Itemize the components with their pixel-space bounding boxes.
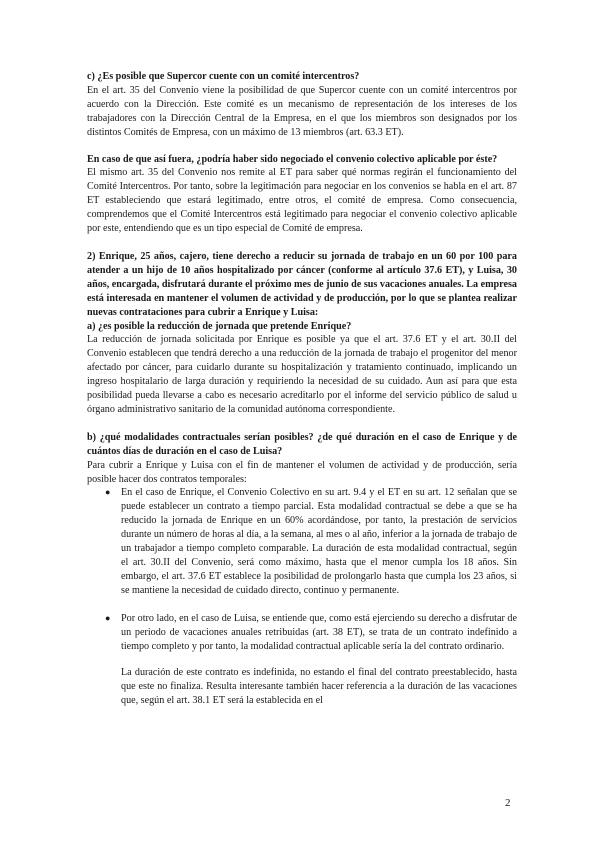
list-item	[87, 612, 517, 654]
question-c2-answer: El mismo art. 35 del Convenio nos remite al ET para saber qué normas regirán el funcionamiento del Comité Intercentros. Por tanto, sobre la legitimación para negociar en los convenios se habla en el art. 87 ET estableciendo que estará legitimado, entre otros, el comité de empresa. Como consecuencia, comprendemos que el Comité Intercentros está legitimado para negociar el convenio colectivo aplicable por este, entendiendo que es un tipo especial de Comité de empresa.	[87, 167, 517, 235]
document-page	[87, 70, 517, 708]
spacer	[87, 236, 517, 250]
question-2-heading: 2) Enrique, 25 años, cajero, tiene derecho a reducir su jornada de trabajo en un 60 por 100 para atender a un hijo de 10 años hospitalizado por cáncer (conforme al artículo 37.6 ET), y Luisa, 30 años, encargada, disfrutará durante el próximo mes de junio de sus vacaciones anuales. La empresa está interesada en mantener el volumen de actividad y de producción, por lo que se plantea realizar nuevas contrataciones para cubrir a Enrique y Luisa:	[87, 250, 517, 318]
question-b-heading: b) ¿qué modalidades contractuales serían posibles? ¿de qué duración en el caso de Enrique y de cuántos días de duración en el caso de Luisa?	[87, 431, 517, 457]
bullet-icon: ●	[105, 487, 111, 498]
spacer	[87, 417, 517, 431]
question-2a-answer: La reducción de jornada solicitada por Enrique es posible ya que el art. 37.6 ET y el art. 30.II del Convenio establecen que tendrá derecho a una reducción de la jornada de trabajo el progenitor del menor afectado por cáncer, para cuidarlo durante su hospitalización y tratamiento continuado, implicando un ingreso hospitalario de larga duración y requiriendo la necesidad de su cuidado. Aun así para que esta posibilidad pueda llevarse a cabo es necesario acreditarlo por el informe del servicio público de salud u órgano administrativo sanitario de la comunidad autónoma correspondiente.	[87, 334, 517, 415]
enrique-contract-text: En el caso de Enrique, el Convenio Colectivo en su art. 9.4 y el ET en su art. 12 señalan que se puede establecer un contrato a tiempo parcial. Esta modalidad contractual se debe a que se ha reducido la jornada de Enrique en un 60% acordándose, por tanto, la prestación de servicios durante un número de horas al día, a la semana, al mes o al año, inferior a la jornada de trabajo de un trabajador a tiempo completo comparable. La duración de esta modalidad contractual, según el art. 30.II del Convenio, será como máximo, hasta que el menor cumpla los 18 años. Sin embargo, el art. 37.6 ET establece la posibilidad de prolongarlo hasta que cumpla los 23 años, si se mantiene la necesidad de cuidado directo, continuo y permanente.	[121, 487, 517, 596]
list-item	[87, 486, 517, 597]
spacer	[87, 140, 517, 153]
bullet-icon: ●	[105, 612, 111, 623]
luisa-contract-text: Por otro lado, en el caso de Luisa, se entiende que, como está ejerciendo su derecho a disfrutar de un periodo de vacaciones anuales retribuidas (art. 38 ET), se trata de un contrato indefinido a tiempo completo y por tanto, la modalidad contractual aplicable sería la del contrato ordinario.	[121, 612, 517, 652]
question-b-intro: Para cubrir a Enrique y Luisa con el fin de mantener el volumen de actividad y de producción, sería posible hacer dos contratos temporales:	[87, 459, 517, 485]
page-number: 2	[505, 797, 511, 809]
question-c2-heading: En caso de que así fuera, ¿podría haber sido negociado el convenio colectivo aplicable por éste?	[87, 153, 498, 165]
question-c-answer: En el art. 35 del Convenio viene la posibilidad de que Supercor cuente con un comité intercentros por acuerdo con la Dirección. Este comité es un mecanismo de representación de los intereses de los trabajadores con la Dirección Central de la Empresa, en el que los miembros son designados por los distintos Comités de Empresa, con un máximo de 13 miembros (art. 63.3 ET).	[87, 84, 517, 138]
question-2a-heading: a) ¿es posible la reducción de jornada que pretende Enrique?	[87, 320, 352, 332]
question-c-heading: c) ¿Es posible que Supercor cuente con un comité intercentros?	[87, 71, 360, 82]
contract-duration-text: La duración de este contrato es indefinida, no estando el final del contrato preestablecido, hasta que este no finaliza. Resulta interesante también hacer referencia a la duración de las vacaciones que, según el art. 38.1 ET será la establecida en el	[121, 667, 517, 707]
spacer	[87, 653, 517, 666]
contract-options-list	[87, 486, 517, 653]
